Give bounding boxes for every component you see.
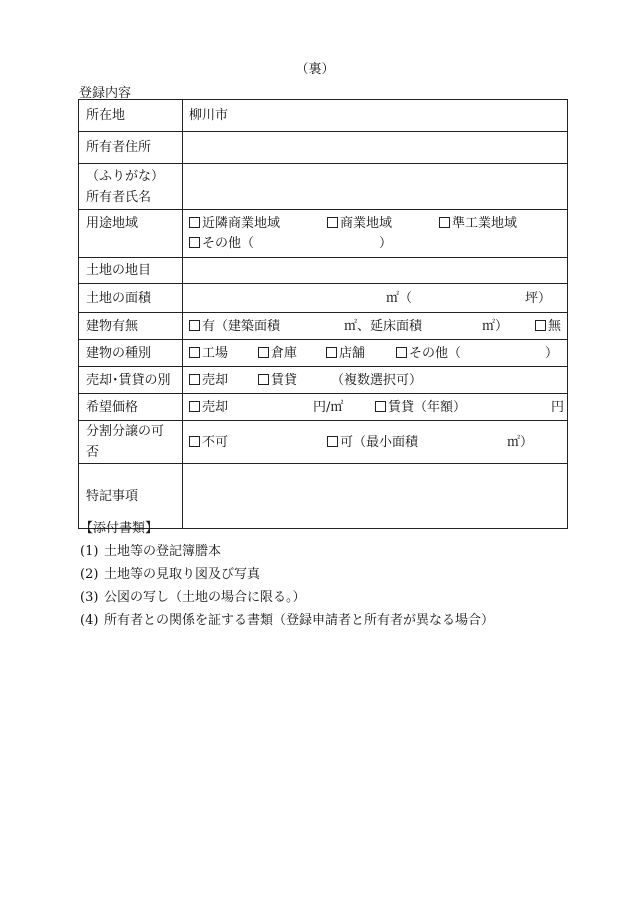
building-type-checkbox-3[interactable] — [326, 347, 337, 358]
attachments — [80, 517, 494, 632]
price-unit1: 円/㎡ — [313, 400, 344, 415]
land-category-value — [183, 258, 568, 284]
owner-address-value — [183, 132, 568, 164]
building-type-opt3: 店舗 — [339, 346, 366, 361]
land-area-label: 土地の面積 — [79, 284, 183, 313]
sale-lease-label: 売却･賃貸の別 — [79, 367, 183, 394]
zoning-opt3: 準工業地域 — [452, 216, 518, 231]
building-unit2: ㎡） — [482, 319, 509, 334]
land-area-unit-sqm: ㎡（ — [386, 291, 413, 306]
price-options — [183, 394, 568, 421]
page-title: （裏） — [295, 62, 335, 77]
building-yes-checkbox[interactable] — [189, 320, 200, 331]
attachment-item: (1) 土地等の登記簿謄本 — [80, 544, 222, 559]
sale-lease-opt1: 売却 — [202, 373, 229, 388]
building-type-label: 建物の種別 — [79, 340, 183, 367]
attachment-item: (4) 所有者との関係を証する書類（登録申請者と所有者が異なる場合） — [80, 613, 495, 628]
building-no: 無 — [548, 319, 562, 334]
price-unit2: 円 — [551, 400, 565, 415]
land-category-label: 土地の地目 — [79, 258, 183, 284]
building-type-opt1: 工場 — [202, 346, 229, 361]
registration-table — [78, 99, 568, 529]
owner-address-label: 所有者住所 — [79, 132, 183, 164]
building-label: 建物有無 — [79, 313, 183, 340]
remarks-label: 特記事項 — [79, 464, 183, 529]
subdivision-options — [183, 421, 568, 464]
sale-lease-options — [183, 367, 568, 394]
zoning-options — [183, 210, 568, 258]
attachment-item: (2) 土地等の見取り図及び写真 — [80, 567, 261, 582]
building-unit1: ㎡、延床面積 — [344, 319, 423, 334]
row-land-category — [79, 258, 568, 284]
row-owner-address — [79, 132, 568, 164]
sale-checkbox[interactable] — [189, 374, 200, 385]
zoning-opt1: 近隣商業地域 — [202, 216, 281, 231]
zoning-checkbox-4[interactable] — [189, 237, 200, 248]
sale-lease-opt2: 賃貸 — [271, 373, 298, 388]
row-zoning — [79, 210, 568, 258]
lease-checkbox[interactable] — [258, 374, 269, 385]
building-type-checkbox-4[interactable] — [396, 347, 407, 358]
building-type-opt4: その他（ — [409, 346, 462, 361]
owner-name-label: 所有者氏名 — [86, 189, 152, 205]
row-sale-lease — [79, 367, 568, 394]
zoning-checkbox-1[interactable] — [189, 217, 200, 228]
owner-name-label-cell — [79, 164, 183, 210]
price-label: 希望価格 — [79, 394, 183, 421]
zoning-opt4-close: ） — [379, 236, 393, 251]
row-location — [79, 100, 568, 132]
building-type-checkbox-2[interactable] — [258, 347, 269, 358]
row-building — [79, 313, 568, 340]
zoning-checkbox-3[interactable] — [439, 217, 450, 228]
sale-lease-note: （複数選択可） — [331, 373, 423, 388]
attachment-item: (3) 公図の写し（土地の場合に限る。） — [80, 590, 306, 605]
building-type-opt2: 倉庫 — [271, 346, 298, 361]
subdivision-label: 分割分譲の可否 — [79, 421, 183, 464]
zoning-label: 用途地域 — [79, 210, 183, 258]
row-land-area — [79, 284, 568, 313]
location-value: 柳川市 — [183, 100, 568, 132]
subdivision-opt2: 可（最小面積 — [340, 435, 419, 450]
attachments-title: 【添付書類】 — [80, 521, 159, 536]
building-value — [183, 313, 568, 340]
location-label: 所在地 — [79, 100, 183, 132]
price-opt1: 売却 — [202, 400, 229, 415]
building-type-options — [183, 340, 568, 367]
row-owner-name — [79, 164, 568, 210]
owner-name-furigana: （ふりがな） — [86, 168, 165, 184]
price-opt2: 賃貸（年額） — [388, 400, 467, 415]
owner-name-value — [183, 164, 568, 210]
land-area-unit-tsubo: 坪） — [525, 291, 552, 306]
subdivision-no-checkbox[interactable] — [189, 436, 200, 447]
building-yes: 有（建築面積 — [202, 319, 281, 334]
row-subdivision — [79, 421, 568, 464]
subdivision-opt1: 不可 — [202, 435, 229, 450]
row-building-type — [79, 340, 568, 367]
price-sale-checkbox[interactable] — [189, 401, 200, 412]
subdivision-yes-checkbox[interactable] — [327, 436, 338, 447]
zoning-opt2: 商業地域 — [340, 216, 393, 231]
price-lease-checkbox[interactable] — [375, 401, 386, 412]
land-area-value — [183, 284, 568, 313]
zoning-checkbox-2[interactable] — [327, 217, 338, 228]
row-price — [79, 394, 568, 421]
building-type-opt4-close: ） — [545, 346, 559, 361]
zoning-opt4: その他（ — [202, 236, 255, 251]
building-no-checkbox[interactable] — [535, 320, 546, 331]
building-type-checkbox-1[interactable] — [189, 347, 200, 358]
subdivision-unit: ㎡） — [507, 435, 534, 450]
section-title: 登録内容 — [79, 86, 132, 101]
